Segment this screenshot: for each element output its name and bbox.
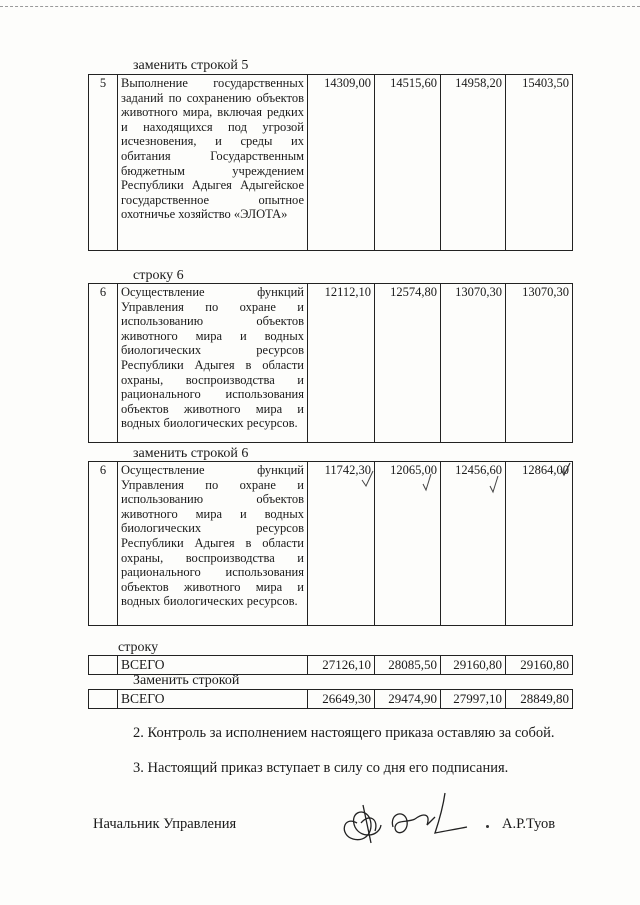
value-cell: 12065,00	[375, 462, 441, 626]
top-dashed-border	[0, 6, 640, 7]
signatory-position: Начальник Управления	[93, 816, 237, 832]
total-value: 29474,90	[375, 690, 441, 709]
row-description: Осуществление функций Управления по охране и использованию объектов животного мира и водных биологических ресурсов Республики Адыгея в области охраны, воспроизводства и рационального использования объектов животного мира и водных биологических ресурсов.	[118, 284, 308, 443]
value-cell: 13070,30	[506, 284, 573, 443]
handwritten-signature	[335, 783, 485, 853]
total-value: 28085,50	[375, 656, 441, 675]
value-cell: 13070,30	[441, 284, 506, 443]
check-mark-icon	[487, 474, 501, 496]
value-cell: 12112,10	[308, 284, 375, 443]
caption-row-6: строку 6	[133, 268, 184, 283]
ink-dot	[486, 825, 489, 828]
empty-cell	[89, 690, 118, 709]
total-value: 28849,80	[506, 690, 573, 709]
row-number: 6	[89, 284, 118, 443]
check-mark-icon	[360, 468, 376, 490]
caption-row-total: строку	[118, 640, 159, 655]
table-row-5	[88, 74, 573, 251]
total-value: 27126,10	[308, 656, 375, 675]
table-total-old	[88, 655, 573, 675]
total-value: 26649,30	[308, 690, 375, 709]
value-cell: 14309,00	[308, 75, 375, 251]
value-cell: 12574,80	[375, 284, 441, 443]
value-cell: 11742,30	[308, 462, 375, 626]
caption-replace-total: Заменить строкой	[133, 673, 240, 688]
total-label: ВСЕГО	[118, 690, 308, 709]
check-mark-icon	[560, 462, 572, 478]
table-total-new	[88, 689, 573, 709]
value-cell: 12864,00	[506, 462, 573, 626]
caption-replace-row-6: заменить строкой 6	[133, 446, 249, 461]
row-description: Осуществление функций Управления по охране и использованию объектов животного мира и водных биологических ресурсов Республики Адыгея в области охраны, воспроизводства и рационального использования объектов животного мира и водных биологических ресурсов.	[118, 462, 308, 626]
total-value: 29160,80	[441, 656, 506, 675]
table-row-6-old	[88, 283, 573, 443]
signatory-name: А.Р.Туов	[502, 816, 556, 832]
row-description: Выполнение государственных заданий по сохранению объектов животного мира, включая редких и находящихся под угрозой исчезновения, и среды их обитания Государственным бюджетным учреждением Республики Адыгея Адыгейское государственное опытное охотничье хозяйство «ЭЛОТА»	[118, 75, 308, 251]
paragraph-3: 3. Настоящий приказ вступает в силу со дня его подписания.	[133, 760, 509, 776]
value-cell: 14958,20	[441, 75, 506, 251]
total-label: ВСЕГО	[118, 656, 308, 675]
row-number: 6	[89, 462, 118, 626]
total-value: 29160,80	[506, 656, 573, 675]
row-number: 5	[89, 75, 118, 251]
paragraph-2: 2. Контроль за исполнением настоящего приказа оставляю за собой.	[133, 725, 555, 741]
check-mark-icon	[420, 472, 434, 494]
value-cell: 15403,50	[506, 75, 573, 251]
total-value: 27997,10	[441, 690, 506, 709]
value-cell: 14515,60	[375, 75, 441, 251]
value-cell: 12456,60	[441, 462, 506, 626]
caption-replace-row-5: заменить строкой 5	[133, 58, 249, 73]
empty-cell	[89, 656, 118, 675]
